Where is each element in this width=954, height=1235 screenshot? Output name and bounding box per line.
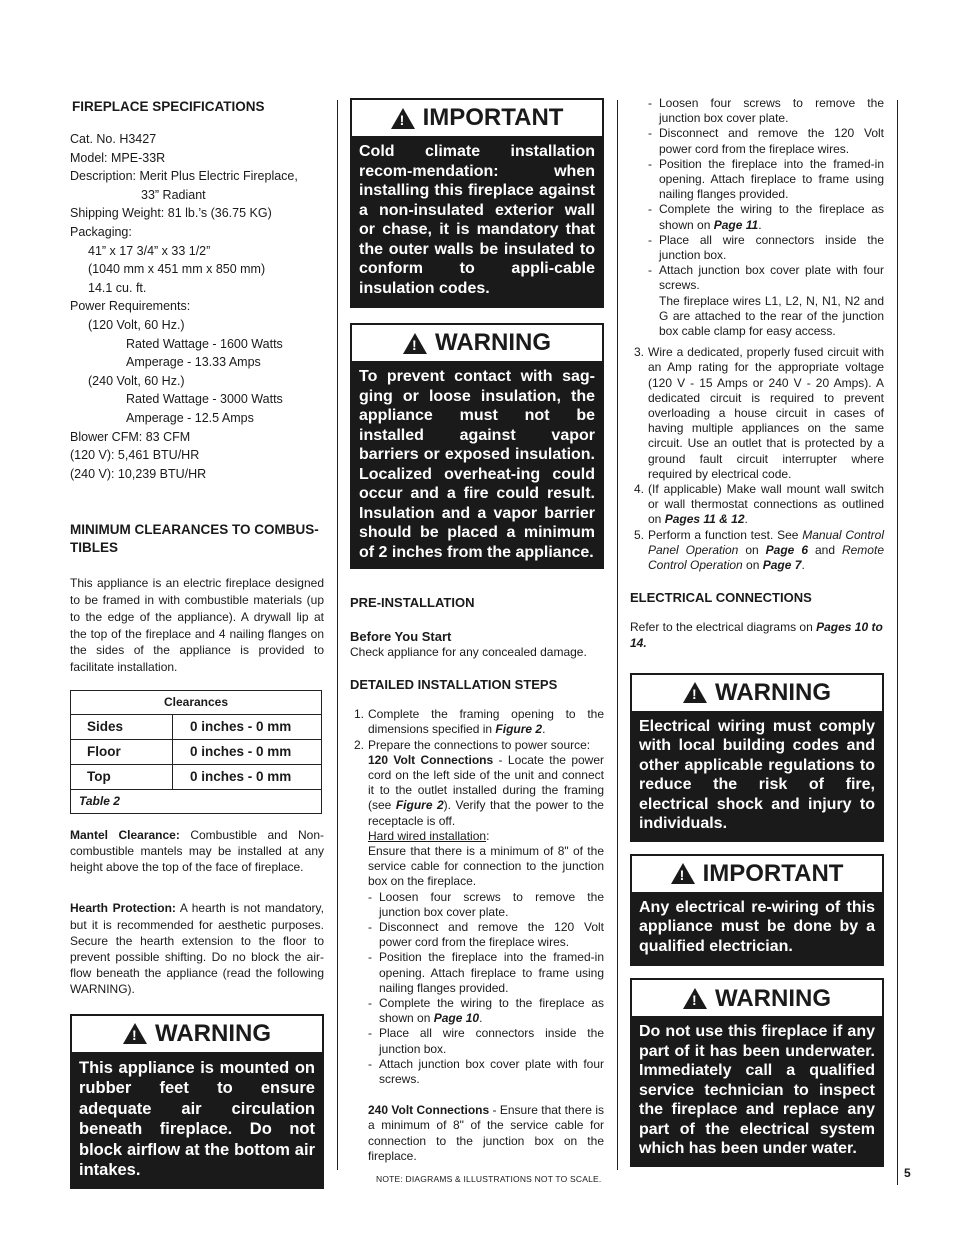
clearance-value: 0 inches - 0 mm: [173, 740, 322, 765]
list-item: - Attach junction box cover plate with four screws.: [648, 263, 884, 293]
wires-note: The fireplace wires L1, L2, N, N1, N2 and G are attached to the rear of the junction box cable clamp for easy access.: [659, 293, 884, 339]
warning-box-wiring: [630, 673, 884, 842]
warning-title-text: WARNING: [715, 984, 831, 1012]
warning-box-rubber-feet: [70, 1014, 324, 1189]
spec-line: Rated Wattage - 1600 Watts: [126, 336, 283, 351]
electrical-connections-text: Refer to the electrical diagrams on Pages 10 to 14.: [630, 620, 883, 650]
spec-line: (240 Volt, 60 Hz.): [88, 373, 185, 388]
page-reference: Page 7: [762, 558, 802, 573]
mantel-clearance: [70, 828, 324, 875]
column-rule-edge: [897, 100, 898, 1185]
specifications-list: [70, 130, 324, 483]
list-item: - Loosen four screws to remove the junction box cover plate.: [368, 889, 604, 919]
installation-steps: [350, 707, 604, 1164]
warning-title-text: WARNING: [155, 1020, 271, 1048]
warning-title: [72, 1016, 322, 1052]
warning-body: Electrical wiring must comply with local building codes and other applicable regulations to reduce the risk of fire, electrical shock and injury to individuals.: [632, 711, 882, 840]
warning-box-underwater: [630, 978, 884, 1167]
warning-triangle-icon: [683, 988, 707, 1009]
warning-triangle-icon: [671, 863, 695, 884]
spec-line: (1040 mm x 451 mm x 850 mm): [88, 262, 266, 277]
clearance-value: 0 inches - 0 mm: [173, 765, 322, 790]
v240-connections: 240 Volt Connections - Ensure that there is a minimum of 8" of the service cable for connection to the junction box on the fireplace.: [368, 1103, 604, 1163]
table-row: [71, 765, 322, 790]
page-reference: Pages 11 & 12: [664, 512, 745, 527]
spec-line: Shipping Weight: 81 lb.’s (36.75 KG): [70, 206, 272, 221]
before-you-start-text: Check appliance for any concealed damage.: [350, 645, 587, 659]
important-box-rewiring: [630, 854, 884, 967]
warning-body: To prevent contact with sag-ging or loose insulation, the appliance must not be installed against vapor barriers or exposed insulation. Localized overheat-ing could occur and a fire could result. Insulation and a vapor barrier should be placed a minimum of 2 inches from the appliance.: [352, 361, 602, 567]
spec-line: Amperage - 13.33 Amps: [126, 355, 261, 370]
table-row: [71, 740, 322, 765]
warning-title-text: WARNING: [435, 329, 551, 357]
clearances-body: This appliance is an electric fireplace designed to be framed in with combustible materials (up to the edge of the appliance). A drywall lip at the top of the fireplace and 4 nailing flanges on the sides of the appliance is provided to facilitate installation.: [70, 576, 324, 675]
spec-line: (120 V): 5,461 BTU/HR: [70, 448, 200, 463]
list-item: - Position the fireplace into the framed-in opening. Attach fireplace to frame using nailing flanges provided.: [368, 950, 604, 995]
column-rule-right: [617, 100, 618, 1170]
warning-triangle-icon: [123, 1023, 147, 1044]
continued-steps: [630, 96, 884, 339]
list-item: 5. Perform a function test. See Manual Control Panel Operation on Page 6 and Remote Control Operation on Page 7.: [633, 527, 885, 573]
clearance-label: Floor: [71, 740, 173, 765]
warning-title-text: WARNING: [715, 679, 831, 707]
important-box-cold-climate: [350, 98, 604, 308]
spec-line: (240 V): 10,239 BTU/HR: [70, 466, 207, 481]
important-title: [632, 856, 882, 892]
v120-label: 120 Volt Connections: [368, 752, 494, 767]
spec-line: Packaging:: [70, 224, 132, 239]
table-label: Table 2: [71, 790, 322, 814]
important-title-text: IMPORTANT: [422, 104, 564, 132]
step2-intro: Prepare the connections to power source:: [368, 737, 591, 752]
clearances-heading: [70, 521, 324, 557]
spec-line: (120 Volt, 60 Hz.): [88, 317, 185, 332]
important-title-text: IMPORTANT: [702, 860, 844, 888]
warning-body: Do not use this fireplace if any part of it has been underwater. Immediately call a qualified service technician to inspect the fireplace and replace any part of the electrical system which has been under water.: [632, 1016, 882, 1165]
hearth-protection: [70, 900, 324, 997]
spec-line: Cat. No. H3427: [70, 132, 157, 146]
warning-triangle-icon: [683, 682, 707, 703]
warning-box-insulation: [350, 323, 604, 569]
installation-steps-heading: DETAILED INSTALLATION STEPS: [350, 677, 558, 693]
spec-line: 41” x 17 3/4” x 33 1/2”: [88, 243, 211, 258]
spec-line: Model: MPE-33R: [70, 150, 166, 165]
specifications-heading: FIREPLACE SPECIFICATIONS: [72, 99, 265, 114]
list-item: - Place all wire connectors inside the junction box.: [648, 232, 884, 263]
hard-wired-label: Hard wired installation: [368, 828, 487, 843]
spec-line: 33” Radiant: [141, 187, 206, 202]
hearth-protection-label: Hearth Protection:: [70, 901, 176, 916]
list-item: - Disconnect and remove the 120 Volt power cord from the fireplace wires.: [648, 126, 884, 156]
mantel-clearance-label: Mantel Clearance:: [70, 828, 180, 843]
list-item: - Attach junction box cover plate with four screws.: [368, 1056, 604, 1087]
mantel-clearance-text: Combustible and Non-combustible mantels may be installed at any height above the top of the face of fireplace.: [70, 828, 324, 874]
spec-line: Amperage - 12.5 Amps: [126, 410, 254, 425]
clearance-label: Top: [71, 765, 173, 790]
important-body: Cold climate installation recom-mendation: when installing this fireplace against a non-insulated exterior wall or chase, it is mandatory that the outer walls be insulated to conform to appli-cable insulation codes.: [352, 136, 602, 306]
list-item: - Complete the wiring to the fireplace as shown on Page 10.: [368, 996, 604, 1026]
page-reference: Page 10: [433, 1011, 480, 1026]
clearances-heading-line2: TIBLES: [70, 540, 119, 556]
warning-title: [352, 325, 602, 361]
pre-installation-heading: PRE-INSTALLATION: [350, 595, 475, 610]
before-you-start-heading: Before You Start: [350, 629, 452, 644]
list-item: - Complete the wiring to the fireplace as shown on Page 11.: [648, 202, 884, 232]
list-item: 2. Prepare the connections to power source: 120 Volt Connections - Locate the power cord on the left side of the unit and connect it to the outlet installed during the framing (see Figure 2). Verify that the power to the receptacle is off. Hard wired installation: Ensure that there is a minimum of 8" of the service cable for connection to the junction box on the fireplace. - Loosen four screws to remove the junction box cover plate. - Disconnect and remove the 120 Volt power cord from the fireplace wires. - Position the fireplace into the framed-in opening. Attach fireplace to frame using nailing flanges provided. - Complete the wiring to the fireplace as shown on Page 10. - Place all wire connectors inside the junction box. - Attach junction box cover plate with four screws.: [353, 737, 604, 1087]
page-number: 5: [904, 1166, 911, 1180]
clearance-value: 0 inches - 0 mm: [173, 715, 322, 740]
column-2: [350, 98, 604, 1164]
list-item: - Loosen four screws to remove the junction box cover plate.: [648, 96, 884, 126]
v240-label: 240 Volt Connections: [368, 1103, 490, 1118]
clearance-label: Sides: [71, 715, 173, 740]
column-1: [70, 98, 324, 1189]
warning-body: This appliance is mounted on rubber feet to ensure adequate air circulation beneath fireplace. Do not block airflow at the bottom air intakes.: [72, 1052, 322, 1187]
warning-triangle-icon: [391, 108, 415, 129]
clearances-table-caption: Clearances: [71, 691, 322, 715]
list-item: 3. Wire a dedicated, properly fused circuit with an Amp rating for the appropriate voltage (120 V - 15 Amps or 240 V - 20 Amps). A dedicated circuit is required to prevent overloading a house circuit in cases of having multiple appliances on the same circuit. Use an outlet that is protected by a ground fault circuit interrupter where required by electrical code.: [633, 345, 884, 481]
warning-title: [632, 980, 882, 1016]
spec-line: Description: Merit Plus Electric Fireplace,: [70, 169, 298, 184]
page-reference: Page 11: [713, 217, 759, 232]
hard-wired-text: Ensure that there is a minimum of 8" of the service cable for connection to the junction box on the fireplace.: [368, 844, 604, 889]
important-title: [352, 100, 602, 136]
list-item: 1. Complete the framing opening to the dimensions specified in Figure 2.: [353, 707, 604, 737]
figure-reference: Figure 2: [395, 798, 444, 813]
warning-triangle-icon: [403, 333, 427, 354]
list-item: - Disconnect and remove the 120 Volt power cord from the fireplace wires.: [368, 920, 604, 950]
spec-line: Blower CFM: 83 CFM: [70, 429, 191, 444]
list-item: - Position the fireplace into the framed-in opening. Attach fireplace to frame using nailing flanges provided.: [648, 156, 884, 202]
table-row: [71, 715, 322, 740]
spec-line: 14.1 cu. ft.: [88, 280, 147, 295]
page-reference: Pages 10 to 14.: [630, 620, 883, 650]
figure-reference: Figure 2: [495, 722, 543, 737]
steps-3-to-5: [630, 345, 884, 573]
scale-note: NOTE: DIAGRAMS & ILLUSTRATIONS NOT TO SCALE.: [376, 1174, 602, 1184]
clearances-table: [70, 690, 322, 814]
column-rule-left: [337, 100, 338, 1170]
spec-line: Rated Wattage - 3000 Watts: [126, 392, 283, 407]
warning-title: [632, 675, 882, 711]
hearth-protection-text: A hearth is not mandatory, but it is recommended for aesthetic purposes. Secure the hearth extension to the floor to prevent possible shifting. Do no block the air-flow beneath the appliance (read the following WARNING).: [70, 901, 324, 997]
electrical-connections-heading: ELECTRICAL CONNECTIONS: [630, 590, 812, 606]
important-body: Any electrical re-wiring of this appliance must be done by a qualified electrician.: [632, 892, 882, 965]
spec-line: Power Requirements:: [70, 299, 191, 314]
list-item: 4. (If applicable) Make wall mount wall switch or wall thermostat connections as outlined on Pages 11 & 12.: [633, 482, 884, 527]
clearances-heading-line1: MINIMUM CLEARANCES TO COMBUS-: [70, 522, 319, 538]
column-3: [630, 96, 884, 1167]
page-reference: Page 6: [765, 542, 808, 557]
list-item: - Place all wire connectors inside the junction box.: [368, 1026, 604, 1056]
